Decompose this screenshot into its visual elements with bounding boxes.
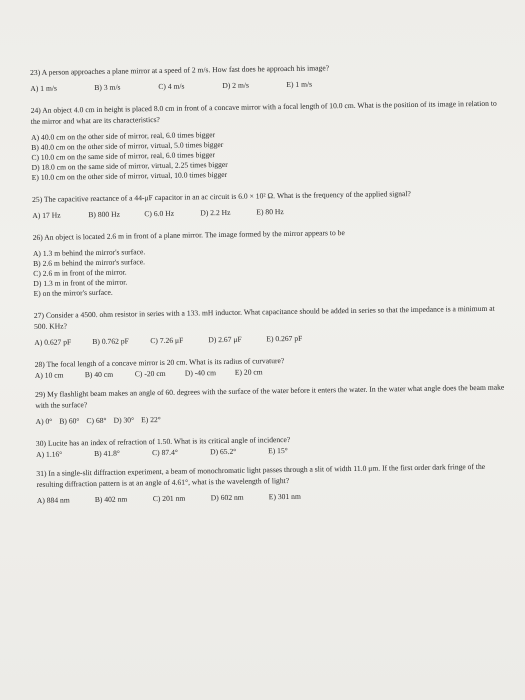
question-30 xyxy=(36,432,506,461)
choice-d: D) 2.67 μF xyxy=(208,334,242,345)
question-27 xyxy=(34,304,505,348)
choice-b: B) 0.762 pF xyxy=(92,336,129,346)
choice-d: D) 65.2° xyxy=(209,447,237,457)
choice-a: A) 1.3 m behind the mirror's surface. xyxy=(32,247,146,259)
question-29 xyxy=(35,383,506,427)
choice-d: D) 18.0 cm on the same side of mirror, virtual, 2.25 times bigger xyxy=(31,159,228,172)
choice-a: A) 40.0 cm on the other side of mirror, real, 6.0 times bigger xyxy=(31,129,216,142)
choice-a: A) 0.627 pF xyxy=(34,337,72,347)
choice-e: E) 10.0 cm on the other side of mirror, virtual, 10.0 times bigger xyxy=(31,169,228,182)
question-28 xyxy=(35,353,505,382)
choice-c: C) 87.4° xyxy=(151,447,178,458)
choice-e: E) 1 m/s xyxy=(286,79,313,90)
question-stem: 26) An object is located 2.6 m in front of a plane mirror. The image formed by the mirror appears to be xyxy=(32,228,345,243)
question-stem: 31) In a single-slit diffraction experiment, a beam of monochromatic light passes through a slit of width 11.0 μm. If the first order dark fringe of the resulting diffraction pattern is at an angle of 4.61°, what is the wavelength of light? xyxy=(36,462,486,489)
choice-b: B) 41.8° xyxy=(93,448,120,459)
answer-choices xyxy=(30,77,500,95)
answer-choices xyxy=(37,488,507,506)
question-stem: 24) An object 4.0 cm in height is placed 8.0 cm in front of a concave mirror with a focal length of 10.0 cm. What is the position of its image in relation to the mirror and what are its characteristics? xyxy=(30,99,497,126)
question-stem: 29) My flashlight beam makes an angle of 60. degrees with the surface of the water before it enters the water. In the water what angle does the beam make with the surface? xyxy=(35,383,505,410)
choice-d: D) -40 cm xyxy=(184,368,217,378)
choice-a: A) 10 cm xyxy=(34,370,64,381)
choice-c: C) 6.0 Hz xyxy=(144,208,175,219)
choice-c: C) -20 cm xyxy=(134,369,166,379)
choice-d: D) 1.3 m in front of the mirror. xyxy=(33,277,128,289)
choice-e: E) 301 nm xyxy=(268,491,301,502)
choice-b: B) 2.6 m behind the mirror's surface. xyxy=(33,257,146,269)
choice-d: D) 2.2 Hz xyxy=(200,207,231,218)
choice-e: E) 0.267 pF xyxy=(266,333,303,344)
question-stem: 27) Consider a 4500. ohm resistor in series with a 133. mH inductor. What capacitance should be added in series so that the impedance is a minimum at 500. KHz? xyxy=(33,304,495,331)
choice-c: C) 201 nm xyxy=(152,493,186,503)
choice-e: E) on the mirror's surface. xyxy=(33,288,113,299)
question-stem: 23) A person approaches a plane mirror at a speed of 2 m/s. How fast does he approach his image? xyxy=(30,63,330,77)
choice-d: D) 602 nm xyxy=(210,492,244,503)
question-23 xyxy=(30,61,500,95)
choice-c: C) 4 m/s xyxy=(158,81,185,92)
choice-a: A) 1 m/s xyxy=(30,83,57,94)
choice-c: C) 2.6 m in front of the mirror. xyxy=(33,267,127,279)
choice-a: A) 884 nm xyxy=(36,495,70,505)
question-24 xyxy=(31,99,502,183)
choice-a: A) 1.16° xyxy=(36,449,63,460)
answer-choices xyxy=(35,409,505,427)
answer-choices xyxy=(33,242,504,299)
choice-b: B) 40 cm xyxy=(84,369,114,380)
choice-c: C) 7.26 μF xyxy=(150,335,184,345)
choice-b: B) 800 Hz xyxy=(88,209,121,220)
choice-d: D) 2 m/s xyxy=(222,80,249,91)
choice-b: B) 60° xyxy=(59,416,80,426)
choice-b: B) 3 m/s xyxy=(94,82,121,93)
choice-e: E) 20 cm xyxy=(234,367,263,378)
answer-choices xyxy=(34,330,504,348)
exam-page xyxy=(30,61,507,518)
choice-b: B) 40.0 cm on the other side of mirror, virtual, 5.0 times bigger xyxy=(31,139,224,152)
choice-e: E) 22° xyxy=(141,414,161,425)
choice-a: A) 0° xyxy=(35,416,53,426)
question-25 xyxy=(32,187,502,221)
choice-a: A) 17 Hz xyxy=(32,210,61,220)
choice-b: B) 402 nm xyxy=(94,494,128,504)
choice-c: C) 10.0 cm on the same side of mirror, real, 6.0 times bigger xyxy=(31,149,216,162)
choice-d: D) 30° xyxy=(113,415,135,425)
question-26 xyxy=(33,226,504,300)
question-stem: 28) The focal length of a concave mirror is 20 cm. What is its radius of curvature? xyxy=(34,356,285,369)
choice-c: C) 68° xyxy=(86,415,107,426)
answer-choices xyxy=(31,125,502,182)
choice-e: E) 15° xyxy=(267,446,288,456)
question-stem: 25) The capacitive reactance of a 44-μF capacitor in an ac circuit is 6.0 × 10² Ω. What is the frequency of the applied signal? xyxy=(31,188,411,204)
question-31 xyxy=(36,462,507,506)
choice-e: E) 80 Hz xyxy=(256,207,284,217)
answer-choices xyxy=(32,204,502,222)
question-stem: 30) Lucite has an index of refraction of 1.50. What is its critical angle of incidence? xyxy=(35,435,291,448)
